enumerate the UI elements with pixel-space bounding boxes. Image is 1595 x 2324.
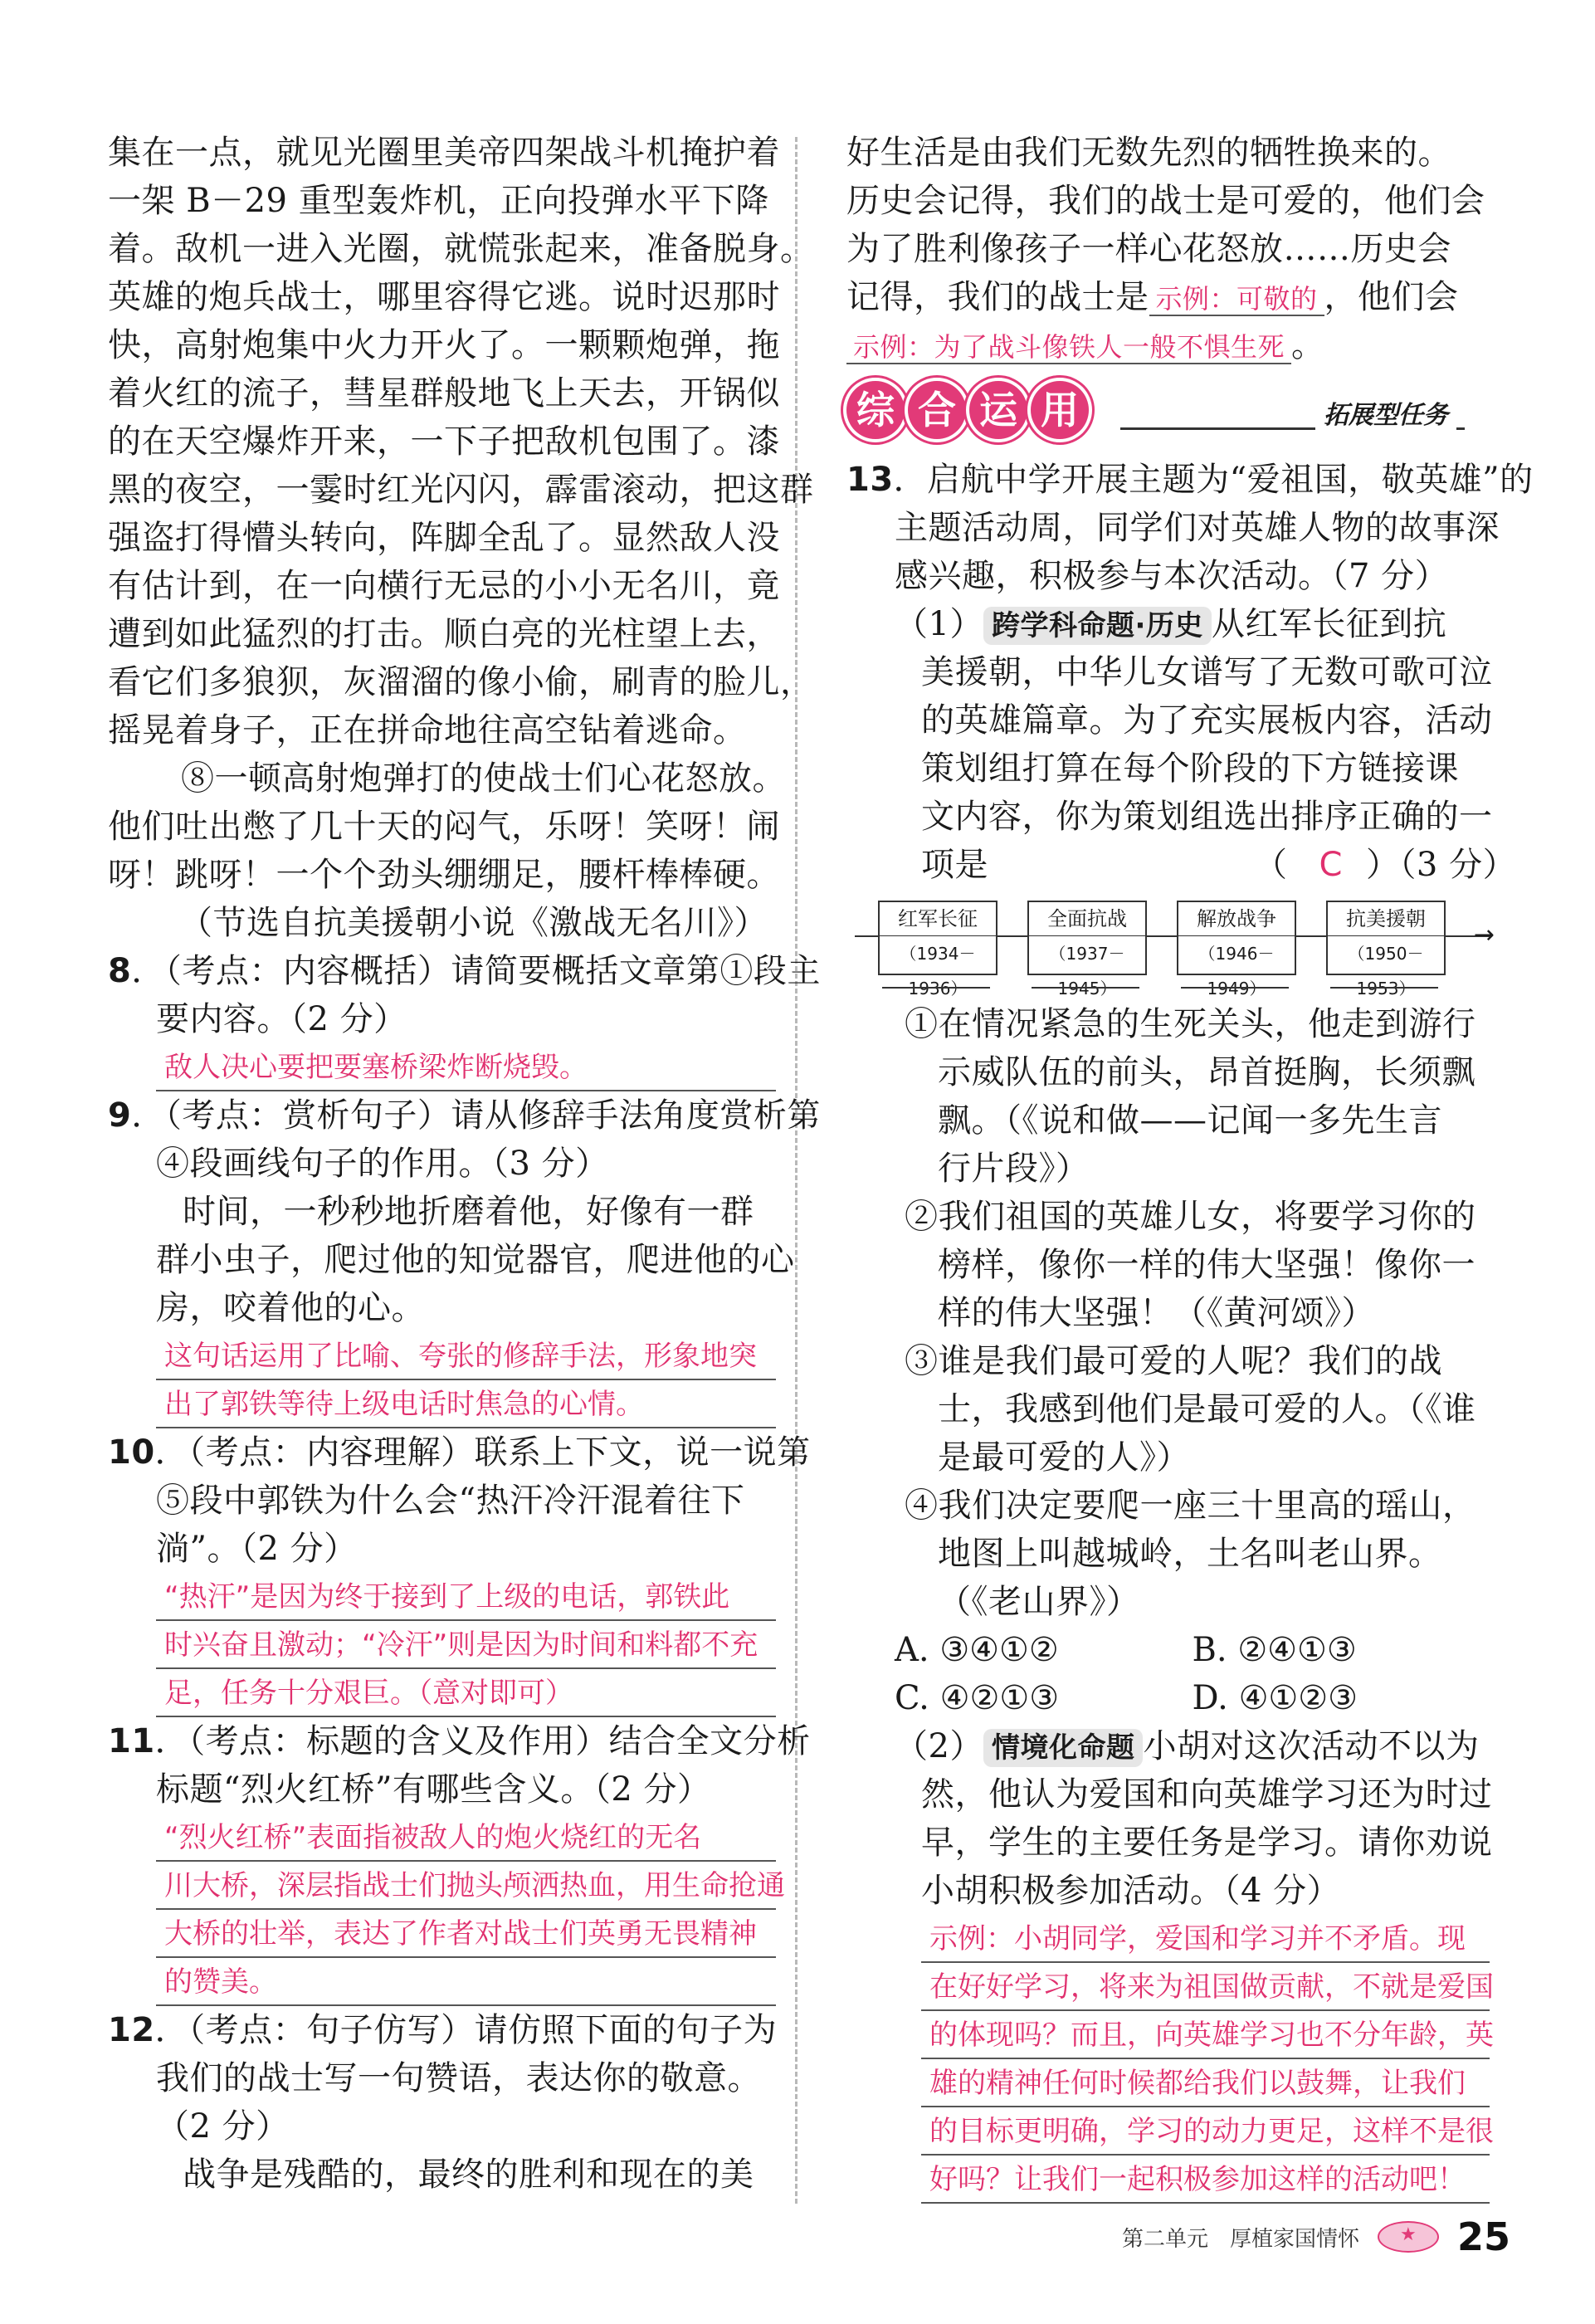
question-text: 标题“烈火红桥”有哪些含义。（2 分） [156,1770,711,1809]
stage-name: 全面抗战 [1029,902,1145,936]
option-text: 是最可爱的人》） [938,1438,1190,1477]
passage-line: 强盗打得懵头转向，阵脚全乱了。显然敌人没 [108,519,780,557]
timeline-stage [1177,901,1296,998]
question-text: 早，学生的主要任务是学习。请你劝说 [921,1824,1493,1862]
fill-blank-answer[interactable]: 示例：为了战斗像铁人一般不惧生死 [846,331,1291,364]
option-text: ④我们决定要爬一座三十里高的瑶山， [905,1487,1476,1525]
stage-name: 抗美援朝 [1328,902,1444,936]
arrow-right-icon: → [1473,920,1495,950]
paragraph-8 [108,754,786,899]
option-text: ①在情况紧急的生死关头，他走到游行 [905,1005,1476,1043]
passage-line: 呀！跳呀！一个个劲头绷绷足，腰杆棒棒硬。 [108,856,780,894]
subquestion-number: （1） [895,605,983,643]
question-number: 13 [846,461,894,499]
passage-line: 一架 B－29 重型轰炸机，正向投弹水平下降 [108,182,769,220]
quoted-sentence: 房，咬着他的心。 [156,1289,425,1327]
question-text: ．（考点：赏析句子）请从修辞手法角度赏析第 [131,1096,821,1135]
question-number: 10 [108,1433,155,1472]
column-divider [795,137,798,2204]
option-item-2 [846,1193,1490,1337]
bracket-open: （ [1254,846,1288,884]
passage-line: 的在天空爆炸开来，一下子把敌机包围了。漆 [108,422,780,461]
choice-option-d[interactable]: D. ④①②③ [1192,1679,1358,1717]
passage-line: 摇晃着身子，正在拼命地往高空钻着逃命。 [108,711,747,749]
passage-line: 着。敌机一进入光圈，就慌张起来，准备脱身。 [108,230,814,268]
question-text: （2 分） [156,2107,290,2146]
question-8 [108,947,821,1091]
answer-line: 这句话运用了比喻、夸张的修辞手法，形象地突 [156,1332,776,1380]
choice-options [846,1626,1490,1674]
answer-line: 的目标更明确，学习的动力更足，这样不是很 [921,2107,1490,2156]
passage-line: 英雄的炮兵战士，哪里容得它逃。说时迟那时 [108,278,780,316]
banner-subtitle: 拓展型任务 [1315,394,1456,431]
answer-bracket-line [846,841,1517,889]
page-footer [1079,2212,1510,2262]
option-text: ②我们祖国的英雄儿女，将要学习你的 [905,1198,1476,1236]
timeline-blank[interactable] [1330,987,1438,989]
stage-years: （1946－1949） [1198,944,1275,998]
choice-option-c[interactable]: C. ④②①③ [895,1679,1060,1717]
question-13 [846,456,1534,2204]
answer-line: “热汗”是因为终于接到了上级的电话，郭铁此 [156,1573,776,1621]
answer-line: 川大桥，深层指战士们抛头颅洒热血，用生命抢通 [156,1862,776,1910]
banner-char: 用 [1031,381,1089,439]
timeline-blank[interactable] [1032,987,1139,989]
unit-title: 第二单元 厚植家国情怀 [1121,2226,1359,2252]
quoted-sentence: 时间，一秒秒地折磨着他，好像有一群 [183,1193,754,1231]
option-text: 行片段》） [938,1150,1090,1188]
fill-text: 。 [1291,326,1325,364]
question-text: 小胡积极参加活动。（4 分） [921,1872,1341,1910]
stage-name: 红军长征 [880,902,996,936]
fill-blank-answer[interactable]: 示例：可敬的 [1149,283,1324,316]
passage-text [108,129,814,754]
passage-source: （节选自抗美援朝小说《激战无名川》） [179,904,768,942]
answer-line: 大桥的壮举，表达了作者对战士们英勇无畏精神 [156,1910,776,1958]
question-text: ．（考点：标题的含义及作用）结合全文分析 [154,1722,811,1760]
question-text: ．（考点：内容理解）联系上下文，说一说第 [154,1433,811,1472]
fill-text: 记得，我们的战士是 [846,278,1149,316]
model-sentence: 为了胜利像孩子一样心花怒放……历史会 [846,230,1451,268]
quoted-sentence: 群小虫子，爬过他的知觉器官，爬进他的心 [156,1241,795,1279]
answer-line: 雄的精神任何时候都给我们以鼓舞，让我们 [921,2059,1490,2107]
passage-line: 有估计到，在一向横行无忌的小小无名川，竟 [108,567,780,605]
answer-line: “烈火红桥”表面指被敌人的炮火烧红的无名 [156,1814,776,1862]
question-text: 我们的战士写一句赞语，表达你的敬意。 [156,2059,761,2097]
passage-line: 着火红的流子，彗星群般地飞上天去，开锅似 [108,374,780,413]
answer-line: 的体现吗？而且，向英雄学习也不分年龄，英 [921,2011,1490,2059]
question-text: 要内容。（2 分） [156,1000,407,1038]
stage-years: （1937－1945） [1049,944,1125,998]
answer-line: 出了郭铁等待上级电话时焦急的心情。 [156,1380,776,1428]
choice-answer[interactable]: C [1319,846,1343,884]
question-number: 8 [108,952,132,990]
stage-years: （1934－1936） [900,944,976,998]
answer-line: 示例：小胡同学，爱国和学习并不矛盾。现 [921,1915,1490,1963]
question-12 [108,2006,776,2199]
choice-option-b[interactable]: B. ②④①③ [1192,1631,1357,1669]
option-text: 示威队伍的前头，昂首挺胸，长须飘 [938,1053,1475,1091]
option-item-3 [846,1337,1490,1482]
timeline-blanks [846,984,1490,1000]
question-text: 小胡对这次活动不以为 [1143,1727,1480,1765]
question-text: 然，他认为爱国和向英雄学习还为时过 [921,1775,1493,1814]
passage-line: ⑧一顿高射炮弹打的使战士们心花怒放。 [181,759,786,798]
option-item-1 [846,1000,1490,1193]
answer-line: 在好好学习，将来为祖国做贡献，不就是爱国 [921,1963,1490,2011]
history-timeline [846,896,1495,998]
model-sentence: 历史会记得，我们的战士是可爱的，他们会 [846,182,1485,220]
option-text: 榜样，像你一样的伟大坚强！像你一 [938,1246,1475,1284]
question-text: 项是 [921,846,988,884]
answer-line: 的赞美。 [156,1958,776,2006]
passage-line: 快，高射炮集中火力开火了。一颗颗炮弹，拖 [108,326,780,364]
model-sentence: 好生活是由我们无数先烈的牺牲换来的。 [846,134,1451,172]
question-text: 主题活动周，同学们对英雄人物的故事深 [895,509,1500,547]
question-text: 从红军长征到抗 [1211,605,1447,643]
timeline-stage [1326,901,1446,998]
passage-line: 集在一点，就见光圈里美帝四架战斗机掩护着 [108,134,780,172]
passage-line: 他们吐出憋了几十天的闷气，乐呀！笑呀！闹 [108,808,780,846]
question-number: 9 [108,1096,132,1135]
passage-line: 看它们多狼狈，灰溜溜的像小偷，刷青的脸儿， [108,663,814,701]
fill-in-line [846,273,1490,321]
question-type-tag: 跨学科命题·历史 [983,607,1212,645]
question-text: 美援朝，中华儿女谱写了无数可歌可泣 [921,653,1493,691]
timeline-blank[interactable] [1181,987,1289,989]
question-number: 11 [108,1722,155,1760]
question-text: 的英雄篇章。为了充实展板内容，活动 [921,701,1493,740]
left-column [108,129,821,2199]
banner-title [846,381,1089,441]
passage-line: 黑的夜空，一霎时红光闪闪，霹雷滚动，把这群 [108,471,814,509]
subquestion-2 [846,1722,1490,1770]
option-item-4 [846,1482,1490,1626]
banner-char: 合 [908,381,966,439]
question-text: ④段画线句子的作用。（3 分） [156,1145,609,1183]
timeline-blank[interactable] [882,987,990,989]
question-12-continued [846,129,1490,369]
stage-years: （1950－1953） [1348,944,1424,998]
model-sentence: 战争是残酷的，最终的胜利和现在的美 [183,2156,754,2194]
right-column [846,129,1534,2204]
passage-line: 遭到如此猛烈的打击。顺白亮的光柱望上去， [108,615,780,653]
fill-in-line [846,321,1490,369]
option-text: ③谁是我们最可爱的人呢？我们的战 [905,1342,1442,1380]
choice-option-a[interactable]: A. ③④①② [895,1631,1059,1669]
question-text: ．（考点：内容概括）请简要概括文章第①段主 [131,952,821,990]
page-number: 25 [1456,2214,1510,2259]
question-number: 12 [108,2011,155,2049]
answer-line: 时兴奋且激动；“冷汗”则是因为时间和料都不充 [156,1621,776,1669]
option-text: 士，我感到他们是最可爱的人。（《谁 [938,1390,1476,1428]
question-text: 淌”。（2 分） [156,1530,358,1568]
section-banner [846,379,1490,444]
stage-name: 解放战争 [1178,902,1295,936]
question-text: 感兴趣，积极参与本次活动。（7 分） [895,557,1449,595]
publisher-logo-icon [1378,2221,1439,2253]
option-text: 地图上叫越城岭，土名叫老山界。 [938,1535,1442,1573]
option-text: （《老山界》） [938,1583,1140,1621]
choice-options [846,1674,1490,1722]
answer-line: 敌人决心要把要塞桥梁炸断烧毁。 [156,1043,776,1091]
fill-text: ，他们会 [1324,278,1459,316]
question-11 [108,1717,811,2006]
question-text: 策划组打算在每个阶段的下方链接课 [921,749,1459,788]
subquestion-number: （2） [895,1727,983,1765]
banner-char: 运 [969,381,1027,439]
question-text: ．启航中学开展主题为“爱祖国，敬英雄”的 [893,461,1534,499]
question-9 [108,1091,821,1428]
option-text: 飘。（《说和做——记闻一多先生言 [938,1101,1442,1140]
answer-line: 好吗？让我们一起积极参加这样的活动吧！ [921,2156,1490,2204]
subquestion-1 [846,600,1490,648]
question-text: 文内容，你为策划组选出排序正确的一 [921,798,1493,836]
question-text: ⑤段中郭铁为什么会“热汗冷汗混着往下 [156,1482,745,1520]
question-10 [108,1428,811,1717]
question-type-tag: 情境化命题 [983,1729,1144,1767]
question-text: ．（考点：句子仿写）请仿照下面的句子为 [154,2011,778,2049]
banner-char: 综 [846,381,905,439]
timeline-stage [878,901,997,998]
answer-line: 足，任务十分艰巨。（意对即可） [156,1669,776,1717]
bracket-close: ）（3 分） [1365,846,1517,884]
option-text: 样的伟大坚强！（《黄河颂》） [938,1294,1375,1332]
timeline-stage [1027,901,1147,998]
